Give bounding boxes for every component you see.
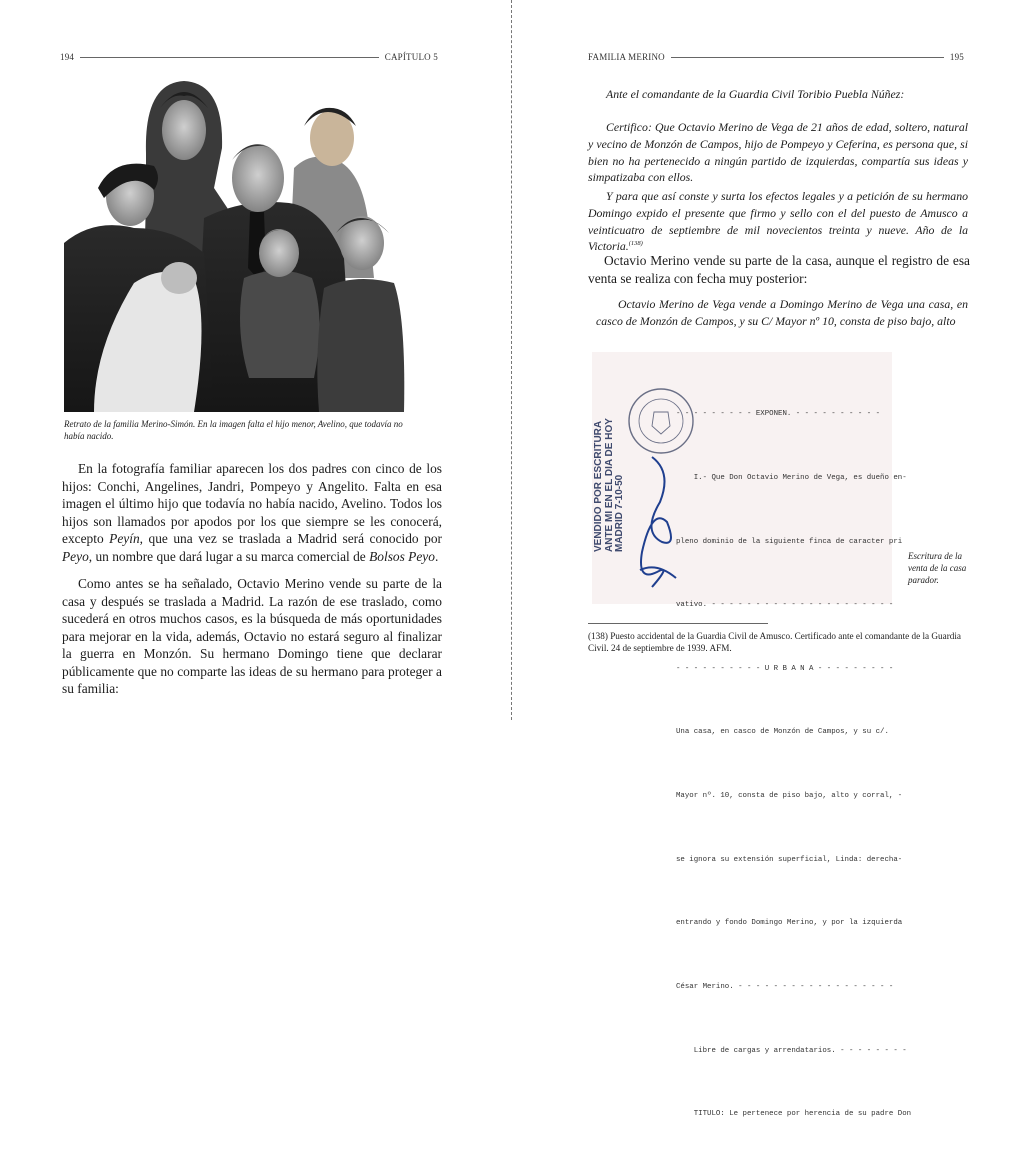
chapter-title: CAPÍTULO 5 [384,52,438,62]
paragraph-text: Octavio Merino vende su parte de la casa, aunque el registro de esa venta se realiza con fecha muy posterior: [588,253,970,286]
brand-bolsos-peyo: Bolsos Peyo [369,548,435,564]
photo-caption: Retrato de la familia Merino-Simón. En la imagen falta el hijo menor, Avelino, que todavía no había nacido. [64,419,403,441]
typewritten-text [676,362,912,1168]
quote-1 [588,86,968,103]
doc-line: - - - - - - - - - - U R B A N A - - - - - - - - - [676,664,894,673]
signature-icon [632,452,682,592]
quote-text: Certifico: Que Octavio Merino de Vega de 21 años de edad, soltero, natural y vecino de Monzón de Campos, hijo de Pompeyo y Ceferina, es persona que, si bien no ha pertenecido a ningún partido de izquierdas, compartía sus ideas y simpatizaba con ellos. [588,120,968,185]
stamp-line: MADRID 7-10-50 [614,474,625,552]
quote-3 [588,188,968,255]
right-page [512,0,1024,1119]
doc-line: I.- Que Don Octavio Merino de Vega, es dueño en- [676,474,907,483]
doc-line: Mayor nº. 10, consta de piso bajo, alto y corral, - [676,792,903,801]
nickname-peyo: Peyo [62,548,89,564]
body-paragraph-1 [62,460,442,565]
stamp-line: ANTE MI EN EL DIA DE HOY [603,418,615,552]
doc-line: TITULO: Le pertenece por herencia de su padre Don [676,1110,912,1119]
doc-line: pleno dominio de la siguiente finca de caracter pri [676,537,903,546]
section-title: FAMILIA MERINO [588,52,665,62]
header-rule [671,57,944,58]
body-paragraph-2 [62,575,442,698]
quote-text: Octavio Merino de Vega vende a Domingo Merino de Vega una casa, en casco de Monzón de Campos, y su C/ Mayor nº 10, consta de piso bajo, alto [596,297,968,328]
doc-line: Una casa, en casco de Monzón de Campos, y su c/. [676,728,889,737]
quote-2 [588,119,968,186]
footnote-138: (138) Puesto accidental de la Guardia Civil de Amusco. Certificado ante el comandante de la Guardia Civil. 24 de septiembre de 1939. AFM. [588,631,961,653]
doc-line: - - - - - - - - - EXPONEN. - - - - - - - - - - [676,410,881,419]
doc-line: César Merino. - - - - - - - - - - - - - - - - - - [676,982,894,991]
doc-line: entrando y fondo Domingo Merino, y por la izquierda [676,919,903,928]
running-header-left [60,52,438,62]
page-number: 194 [60,52,75,62]
quote-text: Ante el comandante de la Guardia Civil Toribio Puebla Núñez: [606,87,905,101]
paragraph-text: Como antes se ha señalado, Octavio Merino vende su parte de la casa y después se traslada a Madrid. La razón de ese traslado, como sucederá en otros muchos casos, es la búsqueda de más oportunidades para mejorar en la vida, además, Octavio no estará seguro al finalizar la guerra en Monzón. Su hermano Domingo tiene que declarar públicamente que no comparte las ideas de su hermano para proteger a su familia: [62,576,442,696]
doc-line: vativo. - - - - - - - - - - - - - - - - - - - - - [676,601,894,610]
notary-seal-icon [626,386,696,456]
text-run: . [434,548,439,564]
family-portrait-photo [64,78,406,412]
stamp-line: VENDIDO POR ESCRITURA [593,420,604,552]
doc-line: se ignora su extensión superficial, Linda: derecha- [676,855,903,864]
footnote-rule [588,623,768,624]
running-header-right [588,52,964,62]
sale-stamp [594,418,626,552]
body-paragraph-3 [588,252,970,287]
nickname-peyin: Peyín [109,531,140,546]
quote-text: Y para que así conste y surta los efectos legales y a petición de su hermano Domingo expido el presente que firmo y sello con el del puesto de Amusco a veinticuatro de septiembre de mil novecientos treinta y nueve. Año de la Victoria. [588,189,968,254]
footnote-reference[interactable]: (138) [628,240,643,248]
document-caption: Escritura de la venta de la casa parador. [908,551,967,585]
text-run: En la fotografía familiar aparecen los dos padres con cinco de los hijos: Conchi, Angelines, Jandri, Pompeyo y Angelito. Falta en esa imagen el último hijo que todavía no había nacido, Avelino. Todos los hijos son llamados por apodos por los que siempre se les conocerá, excepto [62,461,442,546]
doc-line: Libre de cargas y arrendatarios. - - - - - - - - [676,1046,907,1055]
left-page [0,0,511,720]
text-run: , un nombre que dará lugar a su marca comercial de [88,548,370,564]
text-run: , que una vez se traslada a Madrid será conocido por [139,531,442,546]
quote-4 [596,296,968,330]
header-rule [80,57,379,58]
page-number: 195 [949,52,964,62]
